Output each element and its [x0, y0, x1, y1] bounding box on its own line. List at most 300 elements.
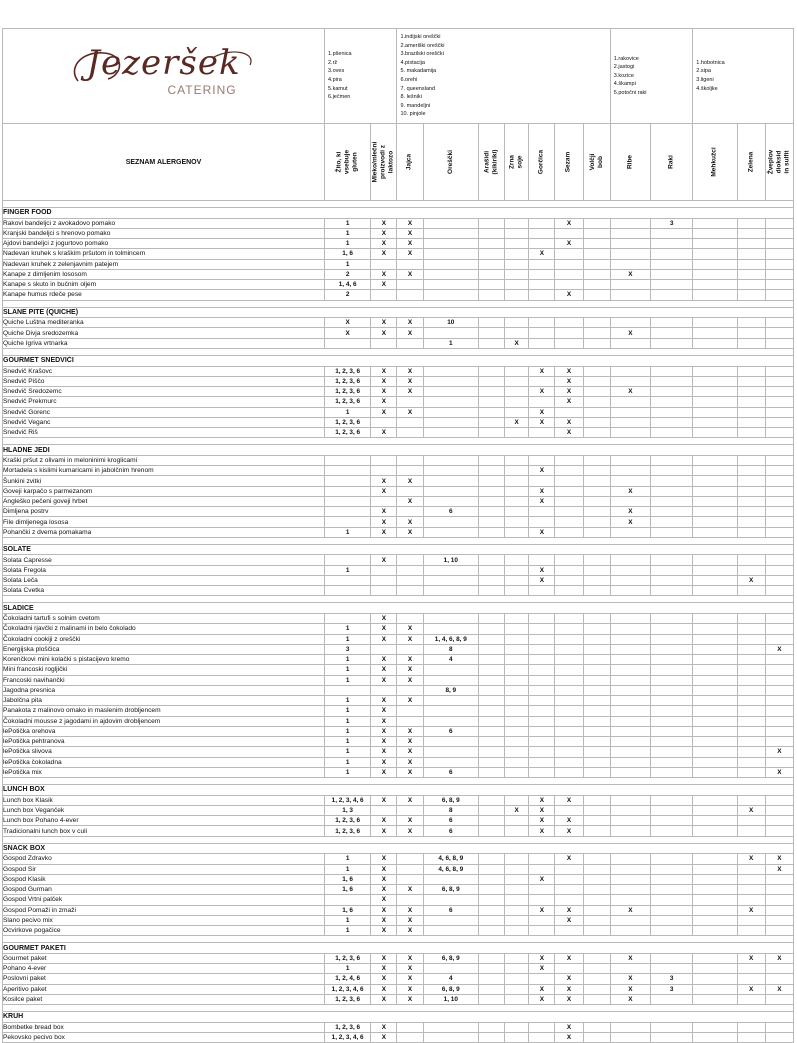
dish-name: Panakota z malinovo omako in maslenim drobljencem — [3, 706, 325, 716]
allergen-cell — [610, 318, 650, 328]
dish-name: Gospod Zdravko — [3, 854, 325, 864]
allergen-cell — [651, 527, 693, 537]
allergen-cell — [610, 854, 650, 864]
allergen-cell — [397, 259, 423, 269]
dish-name: Kraški pršut z olivami in meloninimi kroglicami — [3, 455, 325, 465]
allergen-cell: X — [529, 417, 555, 427]
allergen-cell — [505, 854, 529, 864]
allergen-cell — [529, 675, 555, 685]
column-header-label: Volčji bob — [588, 153, 604, 171]
allergen-cell — [651, 614, 693, 624]
allergen-cell: X — [371, 228, 397, 238]
dish-name: Snedvič Riš — [3, 428, 325, 438]
allergen-cell — [555, 455, 583, 465]
column-header — [610, 124, 650, 201]
allergen-cell — [737, 218, 765, 228]
allergen-cell — [505, 994, 529, 1004]
table-row — [3, 895, 794, 905]
allergen-cell — [651, 953, 693, 963]
allergen-cell — [583, 249, 610, 259]
allergen-cell: X — [371, 984, 397, 994]
allergen-cell — [505, 864, 529, 874]
allergen-cell: X — [555, 854, 583, 864]
allergen-cell: X — [397, 239, 423, 249]
allergen-cell — [423, 249, 478, 259]
table-row — [3, 696, 794, 706]
allergen-cell — [693, 318, 737, 328]
allergen-cell — [529, 397, 555, 407]
allergen-cell: X — [371, 507, 397, 517]
allergen-cell: X — [610, 974, 650, 984]
allergen-cell — [555, 634, 583, 644]
allergen-cell: X — [371, 387, 397, 397]
allergen-cell — [765, 624, 793, 634]
allergen-cell — [555, 575, 583, 585]
allergen-cell: X — [371, 634, 397, 644]
legend-entry: 6.orehi — [400, 77, 418, 83]
allergen-cell — [478, 249, 504, 259]
allergen-cell — [529, 757, 555, 767]
dish-name: Snedvič Gorenc — [3, 407, 325, 417]
allergen-cell — [583, 726, 610, 736]
table-row — [3, 338, 794, 348]
table-row — [3, 624, 794, 634]
dish-name: Kosilce paket — [3, 994, 325, 1004]
allergen-cell: X — [397, 517, 423, 527]
allergen-cell — [583, 527, 610, 537]
legend-entry: 2.rž — [328, 59, 338, 66]
allergen-cell — [397, 895, 423, 905]
allergen-cell — [765, 249, 793, 259]
allergen-cell — [765, 885, 793, 895]
allergen-cell — [651, 280, 693, 290]
allergen-cell — [478, 239, 504, 249]
allergen-cell: 1 — [325, 757, 371, 767]
legend-entry: 10. pinjole — [400, 111, 426, 118]
legend-entry: 1.pšenica — [328, 51, 352, 58]
allergen-cell — [423, 964, 478, 974]
allergen-cell — [737, 757, 765, 767]
allergen-cell — [737, 366, 765, 376]
allergen-cell: 4, 6, 8, 9 — [423, 864, 478, 874]
allergen-cell — [737, 665, 765, 675]
allergen-cell — [423, 895, 478, 905]
allergen-cell — [325, 575, 371, 585]
allergen-cell — [371, 290, 397, 300]
allergen-cell — [651, 366, 693, 376]
allergen-cell — [529, 685, 555, 695]
allergen-cell — [693, 926, 737, 936]
allergen-cell — [610, 614, 650, 624]
allergen-cell — [693, 496, 737, 506]
allergen-cell — [371, 417, 397, 427]
allergen-cell: X — [555, 428, 583, 438]
section-gap — [3, 596, 794, 603]
allergen-cell — [583, 565, 610, 575]
allergen-cell — [765, 726, 793, 736]
allergen-cell — [651, 655, 693, 665]
dish-name: Quiche Divja sredozemka — [3, 328, 325, 338]
allergen-cell — [529, 428, 555, 438]
allergen-cell — [610, 376, 650, 386]
allergen-cell — [478, 805, 504, 815]
allergen-cell: 1, 3 — [325, 805, 371, 815]
allergen-cell — [505, 1032, 529, 1042]
allergen-cell — [583, 905, 610, 915]
dish-name: Gourmet paket — [3, 953, 325, 963]
allergen-cell — [765, 905, 793, 915]
allergen-cell — [583, 706, 610, 716]
allergen-cell — [765, 795, 793, 805]
allergen-cell — [478, 476, 504, 486]
allergen-cell — [737, 280, 765, 290]
section-gap — [3, 836, 794, 843]
allergen-cell: X — [397, 915, 423, 925]
allergen-cell: X — [529, 366, 555, 376]
table-row — [3, 249, 794, 259]
allergen-cell — [529, 1032, 555, 1042]
dish-name: Mortadela s kislimi kumaricami in jabolčnim hrenom — [3, 466, 325, 476]
allergen-cell — [325, 455, 371, 465]
allergen-cell: X — [371, 816, 397, 826]
allergen-cell — [505, 517, 529, 527]
allergen-cell — [765, 417, 793, 427]
allergen-cell: X — [555, 984, 583, 994]
allergen-cell — [765, 496, 793, 506]
allergen-cell — [423, 915, 478, 925]
section-gap-cell — [3, 778, 794, 785]
dish-name: Šunkini zvitki — [3, 476, 325, 486]
allergen-cell — [693, 228, 737, 238]
allergen-cell — [693, 218, 737, 228]
allergen-cell: X — [555, 915, 583, 925]
allergen-cell — [423, 387, 478, 397]
allergen-cell — [583, 387, 610, 397]
dish-name: Nadevan kruhek s kraškim pršutom in tolmincem — [3, 249, 325, 259]
allergen-cell — [737, 926, 765, 936]
column-header — [478, 124, 504, 201]
allergen-cell: 1, 2, 3, 4, 6 — [325, 795, 371, 805]
allergen-cell — [555, 675, 583, 685]
table-row — [3, 964, 794, 974]
allergen-cell — [555, 259, 583, 269]
allergen-cell — [583, 757, 610, 767]
allergen-cell: 1 — [325, 228, 371, 238]
allergen-cell — [693, 507, 737, 517]
allergen-cell: X — [737, 854, 765, 864]
allergen-cell: X — [397, 767, 423, 777]
allergen-cell — [737, 696, 765, 706]
allergen-cell: 1, 2, 3, 6 — [325, 387, 371, 397]
allergen-cell — [478, 507, 504, 517]
allergen-cell: X — [371, 527, 397, 537]
allergen-cell — [610, 428, 650, 438]
allergen-cell: X — [397, 665, 423, 675]
allergen-cell — [583, 895, 610, 905]
allergen-cell — [529, 239, 555, 249]
allergen-cell — [478, 338, 504, 348]
allergen-cell — [610, 565, 650, 575]
allergen-cell: 1 — [325, 767, 371, 777]
dish-name: Mini francoski rogljički — [3, 665, 325, 675]
allergen-cell: X — [397, 964, 423, 974]
dish-name: Tradicionalni lunch box v culi — [3, 826, 325, 836]
allergen-cell — [505, 685, 529, 695]
allergen-cell — [651, 747, 693, 757]
section-header — [3, 943, 794, 954]
allergen-cell — [651, 397, 693, 407]
allergen-cell — [737, 328, 765, 338]
allergen-cell: X — [397, 974, 423, 984]
allergen-cell: X — [397, 984, 423, 994]
allergen-cell — [737, 476, 765, 486]
allergen-cell — [765, 655, 793, 665]
allergen-cell — [423, 328, 478, 338]
allergen-cell — [693, 397, 737, 407]
allergen-cell — [693, 338, 737, 348]
table-row — [3, 984, 794, 994]
allergen-cell — [505, 624, 529, 634]
allergen-cell — [765, 696, 793, 706]
allergen-cell — [765, 805, 793, 815]
allergen-cell: X — [529, 816, 555, 826]
allergen-cell: 1, 2, 3, 6 — [325, 417, 371, 427]
allergen-cell — [610, 737, 650, 747]
allergen-cell: X — [397, 527, 423, 537]
brand-logo — [64, 39, 264, 109]
allergen-cell — [693, 239, 737, 249]
allergen-cell: X — [371, 1022, 397, 1032]
allergen-cell — [651, 994, 693, 1004]
allergen-cell — [505, 644, 529, 654]
allergen-cell — [651, 328, 693, 338]
allergen-cell — [397, 280, 423, 290]
allergen-cell — [478, 864, 504, 874]
allergen-cell — [555, 318, 583, 328]
allergen-cell: 1, 2, 3, 6 — [325, 376, 371, 386]
allergen-cell — [610, 338, 650, 348]
allergen-cell — [478, 685, 504, 695]
table-row — [3, 486, 794, 496]
section-title: SLADICE — [3, 603, 794, 614]
allergen-cell — [737, 259, 765, 269]
allergen-cell — [478, 624, 504, 634]
allergen-cell — [693, 476, 737, 486]
allergen-cell — [397, 805, 423, 815]
allergen-cell: X — [529, 496, 555, 506]
allergen-cell: X — [555, 1022, 583, 1032]
allergen-cell — [397, 428, 423, 438]
allergen-cell — [583, 747, 610, 757]
allergen-cell — [693, 486, 737, 496]
allergen-cell — [693, 737, 737, 747]
allergen-cell — [765, 915, 793, 925]
allergen-cell: X — [371, 885, 397, 895]
dish-name: Gospod Gurman — [3, 885, 325, 895]
allergen-cell — [423, 926, 478, 936]
allergen-cell: X — [610, 387, 650, 397]
allergen-cell — [693, 466, 737, 476]
allergen-cell — [423, 665, 478, 675]
allergen-cell — [505, 767, 529, 777]
allergen-cell — [505, 586, 529, 596]
allergen-cell: 1 — [325, 239, 371, 249]
allergen-cell — [765, 555, 793, 565]
allergen-cell: X — [737, 905, 765, 915]
table-row — [3, 994, 794, 1004]
allergen-cell — [478, 428, 504, 438]
allergen-table — [2, 28, 794, 1043]
allergen-cell — [693, 417, 737, 427]
allergen-cell — [325, 586, 371, 596]
allergen-cell — [478, 555, 504, 565]
allergen-cell — [505, 974, 529, 984]
allergen-cell — [651, 387, 693, 397]
allergen-cell — [737, 816, 765, 826]
allergen-cell — [610, 634, 650, 644]
allergen-cell — [397, 466, 423, 476]
allergen-cell — [555, 496, 583, 506]
allergen-cell — [651, 575, 693, 585]
allergen-cell — [583, 228, 610, 238]
allergen-cell — [737, 915, 765, 925]
allergen-cell — [555, 586, 583, 596]
allergen-cell: 1, 6 — [325, 885, 371, 895]
allergen-cell — [583, 716, 610, 726]
allergen-cell: 1, 2, 3, 6 — [325, 826, 371, 836]
allergen-cell — [505, 675, 529, 685]
allergen-cell — [555, 964, 583, 974]
legend-entry: 6.ječmen — [328, 94, 351, 101]
allergen-cell — [505, 249, 529, 259]
allergen-cell: 6, 8, 9 — [423, 795, 478, 805]
allergen-cell — [610, 249, 650, 259]
allergen-cell — [478, 953, 504, 963]
allergen-cell — [478, 984, 504, 994]
dish-name: Lunch box Veganček — [3, 805, 325, 815]
allergen-cell — [505, 964, 529, 974]
allergen-cell — [371, 565, 397, 575]
allergen-cell — [555, 507, 583, 517]
allergen-cell — [478, 696, 504, 706]
table-row — [3, 417, 794, 427]
allergen-cell: X — [555, 994, 583, 1004]
section-header — [3, 355, 794, 366]
allergen-cell — [505, 496, 529, 506]
allergen-cell — [555, 874, 583, 884]
allergen-cell — [693, 895, 737, 905]
allergen-cell — [610, 228, 650, 238]
table-row — [3, 555, 794, 565]
allergen-cell — [610, 555, 650, 565]
allergen-cell: X — [529, 575, 555, 585]
allergen-cell — [478, 218, 504, 228]
allergen-cell: X — [555, 974, 583, 984]
dish-name: Bombetke bread box — [3, 1022, 325, 1032]
dish-name: Snedvič Veganc — [3, 417, 325, 427]
table-row — [3, 805, 794, 815]
allergen-cell — [478, 496, 504, 506]
allergen-cell — [423, 575, 478, 585]
column-header-label: Žito, ki vsebuje gluten — [335, 149, 359, 175]
allergen-cell: X — [505, 805, 529, 815]
allergen-cell — [737, 826, 765, 836]
allergen-cell — [555, 864, 583, 874]
allergen-cell: X — [397, 655, 423, 665]
allergen-cell — [423, 407, 478, 417]
allergen-cell: X — [371, 895, 397, 905]
allergen-cell — [737, 614, 765, 624]
table-row — [3, 864, 794, 874]
allergen-cell — [583, 486, 610, 496]
allergen-cell: 6 — [423, 826, 478, 836]
allergen-cell — [651, 517, 693, 527]
allergen-cell: 6 — [423, 905, 478, 915]
allergen-cell — [610, 290, 650, 300]
allergen-cell: 3 — [651, 974, 693, 984]
dish-name: Korenčkovi mini kolački s pistacijevo kremo — [3, 655, 325, 665]
table-row — [3, 387, 794, 397]
allergen-cell — [693, 328, 737, 338]
allergen-cell — [651, 926, 693, 936]
allergen-cell — [693, 716, 737, 726]
allergen-cell — [651, 239, 693, 249]
allergen-cell: X — [765, 864, 793, 874]
allergen-cell — [505, 280, 529, 290]
section-title: SNACK BOX — [3, 843, 794, 854]
allergen-cell — [610, 239, 650, 249]
allergen-cell: X — [371, 517, 397, 527]
allergen-cell — [505, 259, 529, 269]
legend-entry: 3.oves — [328, 68, 345, 75]
allergen-cell — [765, 338, 793, 348]
allergen-cell — [555, 767, 583, 777]
allergen-cell: X — [529, 984, 555, 994]
allergen-cell — [423, 874, 478, 884]
allergen-cell: X — [397, 757, 423, 767]
allergen-cell — [610, 826, 650, 836]
legend-entry: 8. lešniki — [400, 94, 422, 101]
table-row — [3, 466, 794, 476]
allergen-cell: X — [371, 614, 397, 624]
allergen-cell — [478, 994, 504, 1004]
column-header — [651, 124, 693, 201]
allergen-cell — [737, 407, 765, 417]
legend-entry: 5. makadamija — [400, 68, 437, 75]
allergen-cell — [529, 895, 555, 905]
allergen-cell — [371, 259, 397, 269]
allergen-cell — [478, 387, 504, 397]
allergen-cell — [765, 259, 793, 269]
allergen-cell — [610, 675, 650, 685]
allergen-cell: X — [555, 795, 583, 805]
allergen-cell — [765, 466, 793, 476]
allergen-cell — [610, 964, 650, 974]
allergen-cell: X — [610, 328, 650, 338]
allergen-cell: 1, 2, 3, 6 — [325, 366, 371, 376]
table-row — [3, 706, 794, 716]
allergen-cell — [693, 953, 737, 963]
allergen-cell — [529, 259, 555, 269]
allergen-cell — [693, 428, 737, 438]
allergen-cell — [693, 706, 737, 716]
table-row — [3, 376, 794, 386]
allergen-cell: X — [371, 428, 397, 438]
section-header — [3, 208, 794, 219]
allergen-cell — [737, 737, 765, 747]
allergen-cell — [397, 1032, 423, 1042]
allergen-cell: X — [371, 737, 397, 747]
